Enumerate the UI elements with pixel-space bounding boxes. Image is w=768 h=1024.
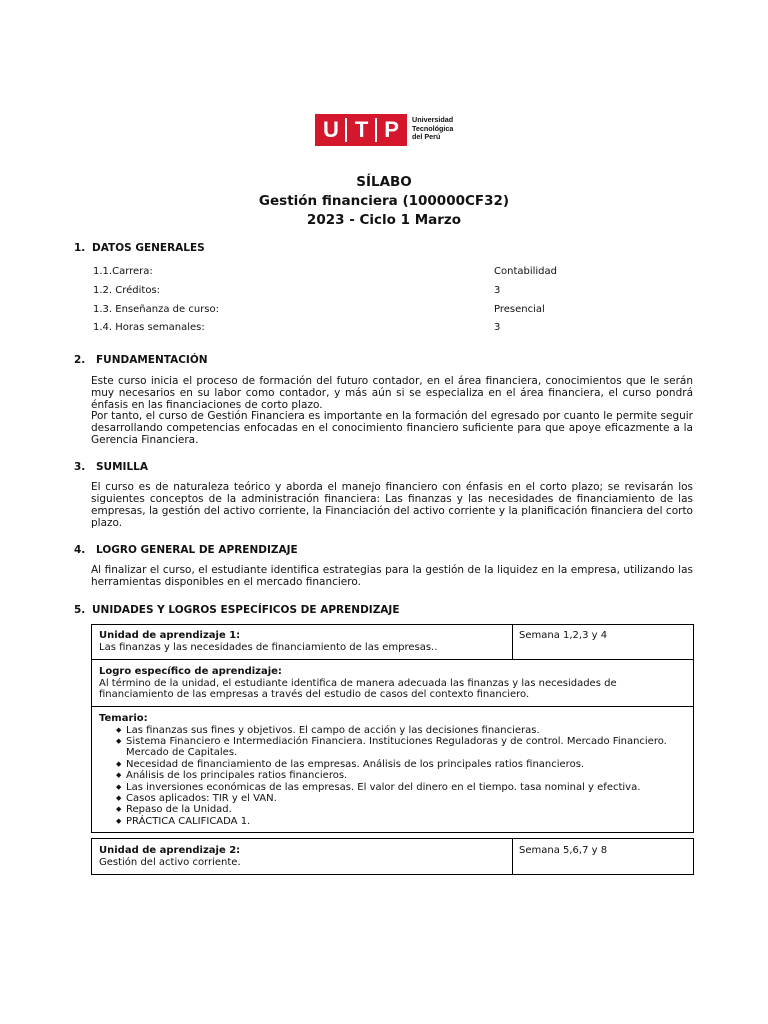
- course-name: Gestión financiera (100000CF32): [258, 193, 510, 209]
- datos-label-ensenanza: 1.3. Enseñanza de curso:: [93, 304, 219, 315]
- logro-paragraph: Al finalizar el curso, el estudiante identifica estrategias para la gestión de la liquidez en la empresa, utilizando las herramientas disponibles en el mercado financiero.: [91, 564, 693, 588]
- unit-2-label: Unidad de aprendizaje 2:: [99, 845, 241, 856]
- unit-1-header-cell: [99, 630, 509, 653]
- datos-value-carrera: Contabilidad: [494, 266, 557, 277]
- logo-letters: [315, 114, 407, 146]
- logo-line-3: del Perú: [412, 132, 441, 141]
- section-title: SUMILLA: [96, 461, 148, 473]
- table-divider: [512, 624, 513, 660]
- temario-item: ◆ PRÁCTICA CALIFICADA 1.: [126, 816, 689, 827]
- section-heading-unidades: [74, 604, 400, 616]
- section-heading-datos: [74, 242, 205, 254]
- temario-item: ◆ Necesidad de financiamiento de las empresas. Análisis de los principales ratios financieros.: [126, 759, 689, 770]
- utp-logo: [315, 114, 455, 146]
- temario-item: ◆ Las inversiones económicas de las empresas. El valor del dinero en el tiempo. tasa nominal y efectiva.: [126, 782, 689, 793]
- section-number: 1.: [74, 242, 86, 254]
- section-heading-fundamentacion: [74, 354, 208, 366]
- section-number: 4.: [74, 544, 86, 556]
- table-divider: [91, 659, 694, 660]
- section-heading-logro: [74, 544, 298, 556]
- temario-item: ◆ Casos aplicados: TIR y el VAN.: [126, 793, 689, 804]
- logo-separator: [345, 118, 347, 142]
- temario-list: [99, 725, 689, 828]
- temario-item: ◆ Sistema Financiero e Intermediación Financiera. Instituciones Reguladoras y de control. Mercado Financiero. Mercado de Capitales.: [126, 736, 689, 759]
- section-title: DATOS GENERALES: [92, 242, 205, 254]
- unit-1-temario-label: Temario:: [99, 713, 148, 724]
- logo-line-2: Tecnológica: [412, 123, 454, 133]
- unit-1-logro-label: Logro específico de aprendizaje:: [99, 666, 282, 677]
- section-number: 3.: [74, 461, 86, 473]
- section-number: 2.: [74, 354, 86, 366]
- unit-2-header-cell: [99, 845, 509, 868]
- section-title: LOGRO GENERAL DE APRENDIZAJE: [96, 544, 298, 556]
- section-title: UNIDADES Y LOGROS ESPECÍFICOS DE APRENDIZAJE: [92, 604, 400, 616]
- temario-item: ◆ Repaso de la Unidad.: [126, 804, 689, 815]
- datos-value-ensenanza: Presencial: [494, 304, 545, 315]
- datos-label-horas: 1.4. Horas semanales:: [93, 322, 205, 333]
- section-heading-sumilla: [74, 461, 148, 473]
- section-title: FUNDAMENTACIÓN: [96, 354, 208, 366]
- datos-value-horas: 3: [494, 322, 501, 333]
- unit-1-weeks: Semana 1,2,3 y 4: [519, 630, 608, 641]
- fundamentacion-paragraph-2: Por tanto, el curso de Gestión Financiera es importante en la formación del egresado por cuanto le permite seguir desarrollando competencias enfocadas en el conocimiento financiero suficiente para que apoye eficazmente a la Gerencia Financiera.: [91, 410, 693, 446]
- section-number: 5.: [74, 604, 86, 616]
- unit-2-description: Gestión del activo corriente.: [99, 856, 241, 868]
- logo-wordmark: [412, 116, 453, 142]
- course-period: 2023 - Ciclo 1 Marzo: [306, 212, 462, 228]
- logo-letter-p: P: [384, 117, 399, 142]
- doc-title: SÍLABO: [356, 174, 412, 190]
- table-divider: [512, 838, 513, 875]
- logo-letter-t: T: [354, 117, 369, 142]
- sumilla-paragraph: El curso es de naturaleza teórico y aborda el manejo financiero con énfasis en el corto plazo; se revisarán los siguientes conceptos de la administración financiera: Las finanzas y las necesidades de financiamiento de las empresas, la gestión del activo corriente, la Financiación del activo corriente y la planificación financiera del corto plazo.: [91, 481, 693, 529]
- unit-1-logro-text: Al término de la unidad, el estudiante identifica de manera adecuada las finanzas y las necesidades de financiamiento de las empresas a través del estudio de casos del contexto financiero.: [99, 677, 617, 700]
- temario-item: ◆ Análisis de los principales ratios financieros.: [126, 770, 689, 781]
- unit-2-weeks: Semana 5,6,7 y 8: [519, 845, 608, 856]
- logo-letter-u: U: [322, 117, 339, 142]
- datos-value-creditos: 3: [494, 285, 501, 296]
- logo-separator: [375, 118, 377, 142]
- fundamentacion-paragraph-1: Este curso inicia el proceso de formación del futuro contador, en el área financiera, conocimientos que le serán muy necesarios en su labor como contador, y más aún si se especializa en el área financiera, el curso pondrá énfasis en las financiaciones de corto plazo.: [91, 375, 693, 411]
- unit-1-description: Las finanzas y las necesidades de financiamiento de las empresas..: [99, 641, 438, 653]
- temario-item: ◆ Las finanzas sus fines y objetivos. El campo de acción y las decisiones financieras.: [126, 725, 689, 736]
- datos-label-carrera: 1.1.Carrera:: [93, 266, 153, 277]
- unit-1-temario-cell: [99, 713, 689, 827]
- table-divider: [91, 706, 694, 707]
- datos-label-creditos: 1.2. Créditos:: [93, 285, 161, 296]
- unit-1-label: Unidad de aprendizaje 1:: [99, 630, 241, 641]
- logo-line-1: Universidad: [412, 115, 454, 124]
- unit-1-logro-cell: [99, 666, 689, 701]
